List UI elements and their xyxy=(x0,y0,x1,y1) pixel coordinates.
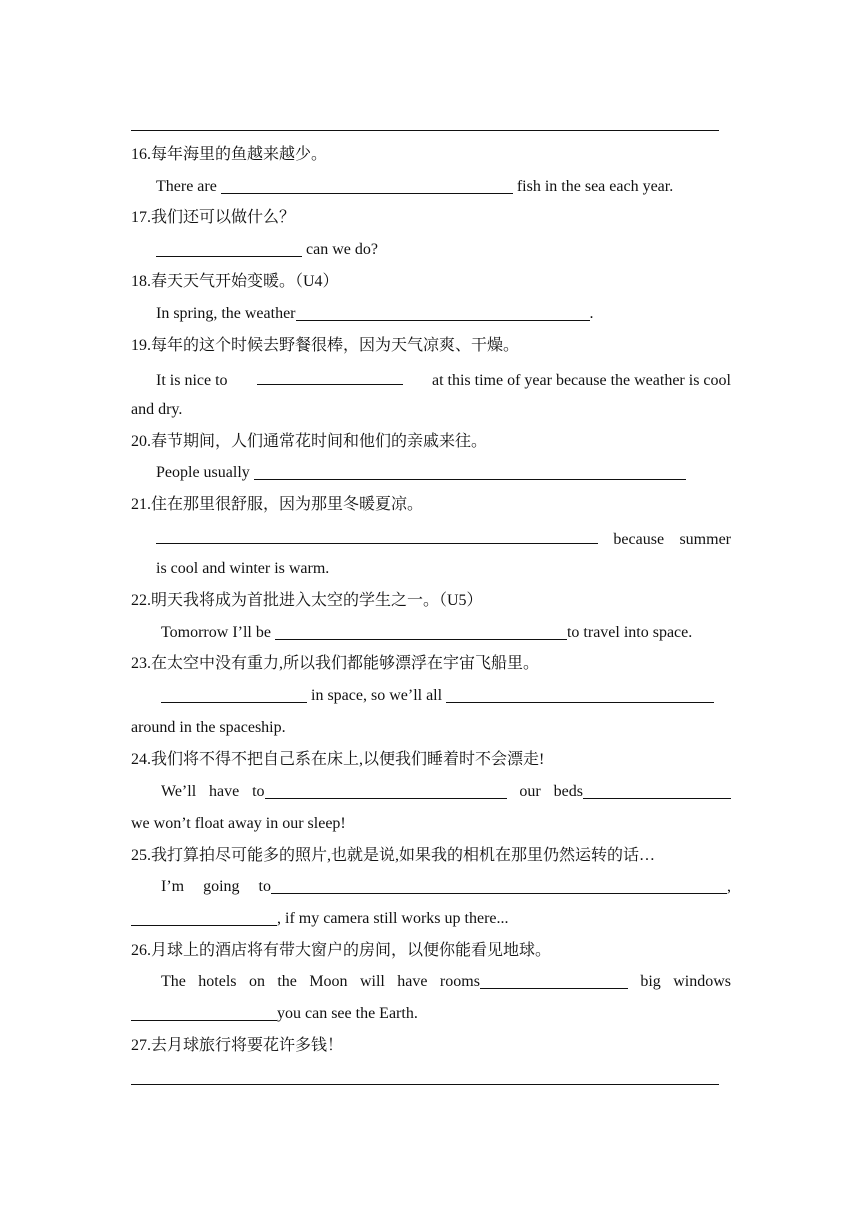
q17-answer: can we do? xyxy=(156,240,378,260)
answer-line-15[interactable] xyxy=(131,130,719,131)
q24-prompt: 24.我们将不得不把自己系在床上,以便我们睡着时不会漂走! xyxy=(131,751,545,768)
q18-blank[interactable] xyxy=(296,304,590,321)
q23-blank-1[interactable] xyxy=(161,686,307,703)
q25-answer-cont: , if my camera still works up there... xyxy=(131,909,509,929)
q21-blank[interactable] xyxy=(156,527,598,544)
q22-blank[interactable] xyxy=(275,623,567,640)
q26-blank-1[interactable] xyxy=(480,972,628,989)
q26-prompt: 26.月球上的酒店将有带大窗户的房间，以便你能看见地球。 xyxy=(131,942,552,959)
q19-blank[interactable] xyxy=(257,368,403,385)
q21-answer: because summer xyxy=(156,527,731,550)
q27-prompt: 27.去月球旅行将要花许多钱！ xyxy=(131,1037,344,1054)
q25-blank-1[interactable] xyxy=(271,877,727,894)
q23-answer: in space, so we’ll all xyxy=(161,686,714,706)
q16-blank[interactable] xyxy=(221,177,513,194)
q17-blank[interactable] xyxy=(156,240,302,257)
q24-blank-2[interactable] xyxy=(583,782,731,799)
q23-prompt: 23.在太空中没有重力,所以我们都能够漂浮在宇宙飞船里。 xyxy=(131,655,540,672)
q18-prompt: 18.春天天气开始变暖。（U4） xyxy=(131,273,339,290)
q21-answer-cont: is cool and winter is warm. xyxy=(156,560,330,577)
q25-blank-2[interactable] xyxy=(131,909,277,926)
q18-answer: In spring, the weather . xyxy=(156,305,594,322)
answer-line-27[interactable] xyxy=(131,1084,719,1085)
q17-prompt: 17.我们还可以做什么？ xyxy=(131,209,296,226)
q22-prompt: 22.明天我将成为首批进入太空的学生之一。（U5） xyxy=(131,592,483,609)
q25-prompt: 25.我打算拍尽可能多的照片,也就是说,如果我的相机在那里仍然运转的话… xyxy=(131,847,656,864)
q20-answer: People usually xyxy=(156,463,686,483)
q20-prompt: 20.春节期间，人们通常花时间和他们的亲戚来往。 xyxy=(131,433,488,450)
q19-answer: It is nice to at this time of year because the weather is cool xyxy=(156,368,731,391)
q22-answer: Tomorrow I’ll be to travel into space. xyxy=(161,624,693,641)
q21-prompt: 21.住在那里很舒服，因为那里冬暖夏凉。 xyxy=(131,496,424,513)
q20-blank[interactable] xyxy=(254,463,686,480)
q26-answer: The hotels on the Moon will have rooms big windows xyxy=(161,973,731,990)
q19-prompt: 19.每年的这个时候去野餐很棒，因为天气凉爽、干燥。 xyxy=(131,337,520,354)
q19-answer-cont: and dry. xyxy=(131,401,183,418)
q16-prompt: 16.每年海里的鱼越来越少。 xyxy=(131,146,328,163)
q24-answer-cont: we won’t float away in our sleep! xyxy=(131,815,346,832)
q26-blank-2[interactable] xyxy=(131,1004,277,1021)
q23-blank-2[interactable] xyxy=(446,686,714,703)
q24-blank-1[interactable] xyxy=(265,782,507,799)
q26-answer-cont: you can see the Earth. xyxy=(131,1004,418,1024)
q24-answer: We’ll have to our beds xyxy=(161,782,731,802)
q23-answer-cont: around in the spaceship. xyxy=(131,719,286,736)
q16-answer: There are fish in the sea each year. xyxy=(156,178,674,195)
q25-answer: I’m going to , xyxy=(161,878,731,895)
